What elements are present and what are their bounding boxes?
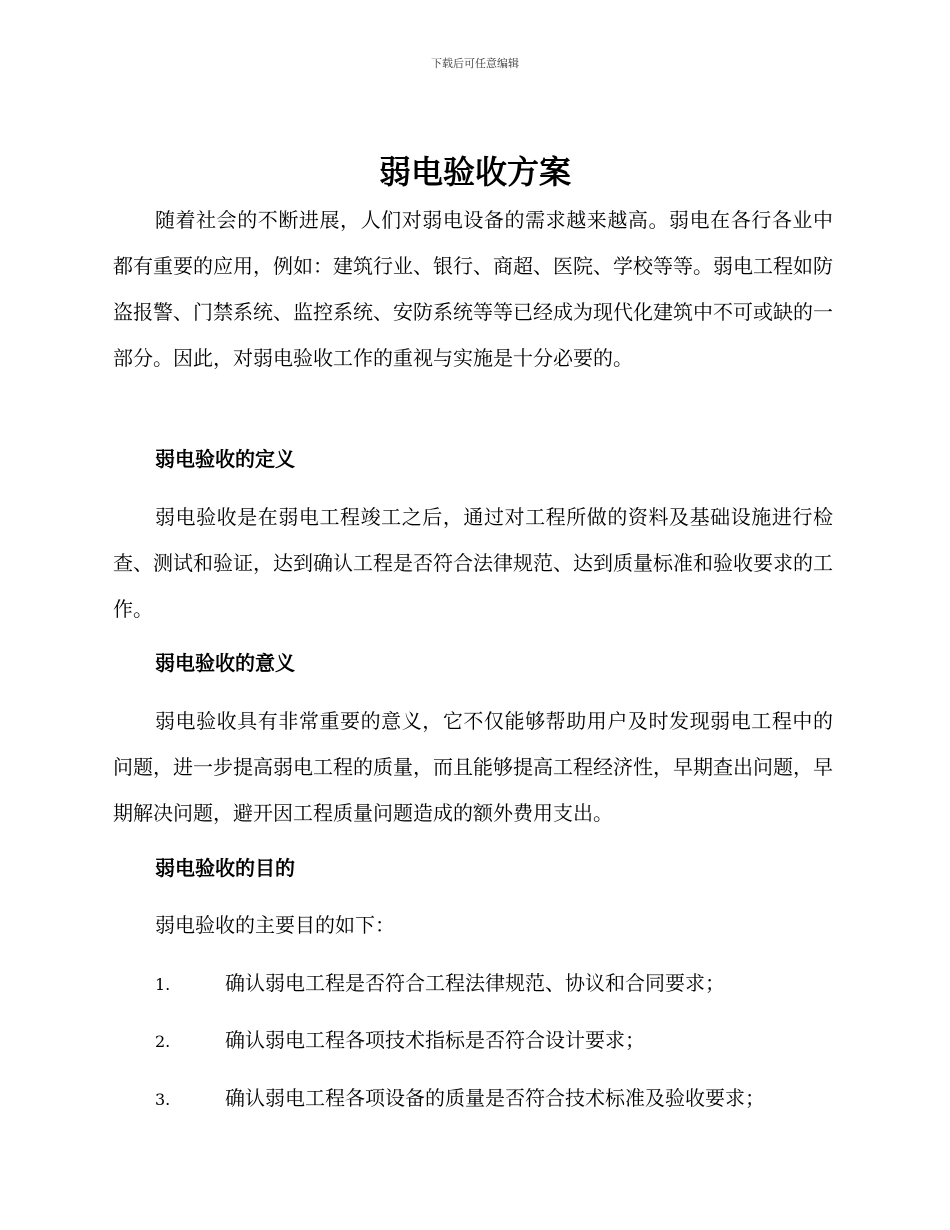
definition-paragraph: 弱电验收是在弱电工程竣工之后，通过对工程所做的资料及基础设施进行检查、测试和验证，达到确认工程是否符合法律规范、达到质量标准和验收要求的工作。 (113, 505, 833, 621)
section-heading-significance: 弱电验收的意义 (155, 651, 295, 675)
section-heading-purpose: 弱电验收的目的 (155, 856, 295, 880)
document-title: 弱电验收方案 (378, 153, 571, 191)
purpose-intro-paragraph: 弱电验收的主要目的如下： (155, 913, 395, 937)
intro-paragraph: 随着社会的不断进展，人们对弱电设备的需求越来越高。弱电在各行各业中都有重要的应用，例如：建筑行业、银行、商超、医院、学校等等。弱电工程如防盗报警、门禁系统、监控系统、安防系统等等已经成为现代化建筑中不可或缺的一部分。因此，对弱电验收工作的重视与实施是十分必要的。 (113, 208, 833, 370)
section-heading-definition: 弱电验收的定义 (155, 447, 295, 471)
list-item-text: 确认弱电工程各项技术指标是否符合设计要求； (225, 1028, 645, 1052)
list-item (155, 1025, 855, 1057)
list-item-number: 3. (155, 1090, 171, 1109)
list-item-text: 确认弱电工程是否符合工程法律规范、协议和合同要求； (225, 971, 725, 995)
significance-paragraph: 弱电验收具有非常重要的意义，它不仅能够帮助用户及时发现弱电工程中的问题，进一步提高弱电工程的质量，而且能够提高工程经济性，早期查出问题，早期解决问题，避开因工程质量问题造成的额外费用支出。 (113, 709, 833, 825)
list-item (155, 968, 855, 1000)
list-item (155, 1083, 855, 1115)
page-header: 下载后可任意编辑 (431, 57, 519, 70)
list-item-number: 2. (155, 1032, 171, 1051)
list-item-number: 1. (155, 975, 171, 994)
list-item-text: 确认弱电工程各项设备的质量是否符合技术标准及验收要求； (225, 1086, 765, 1110)
